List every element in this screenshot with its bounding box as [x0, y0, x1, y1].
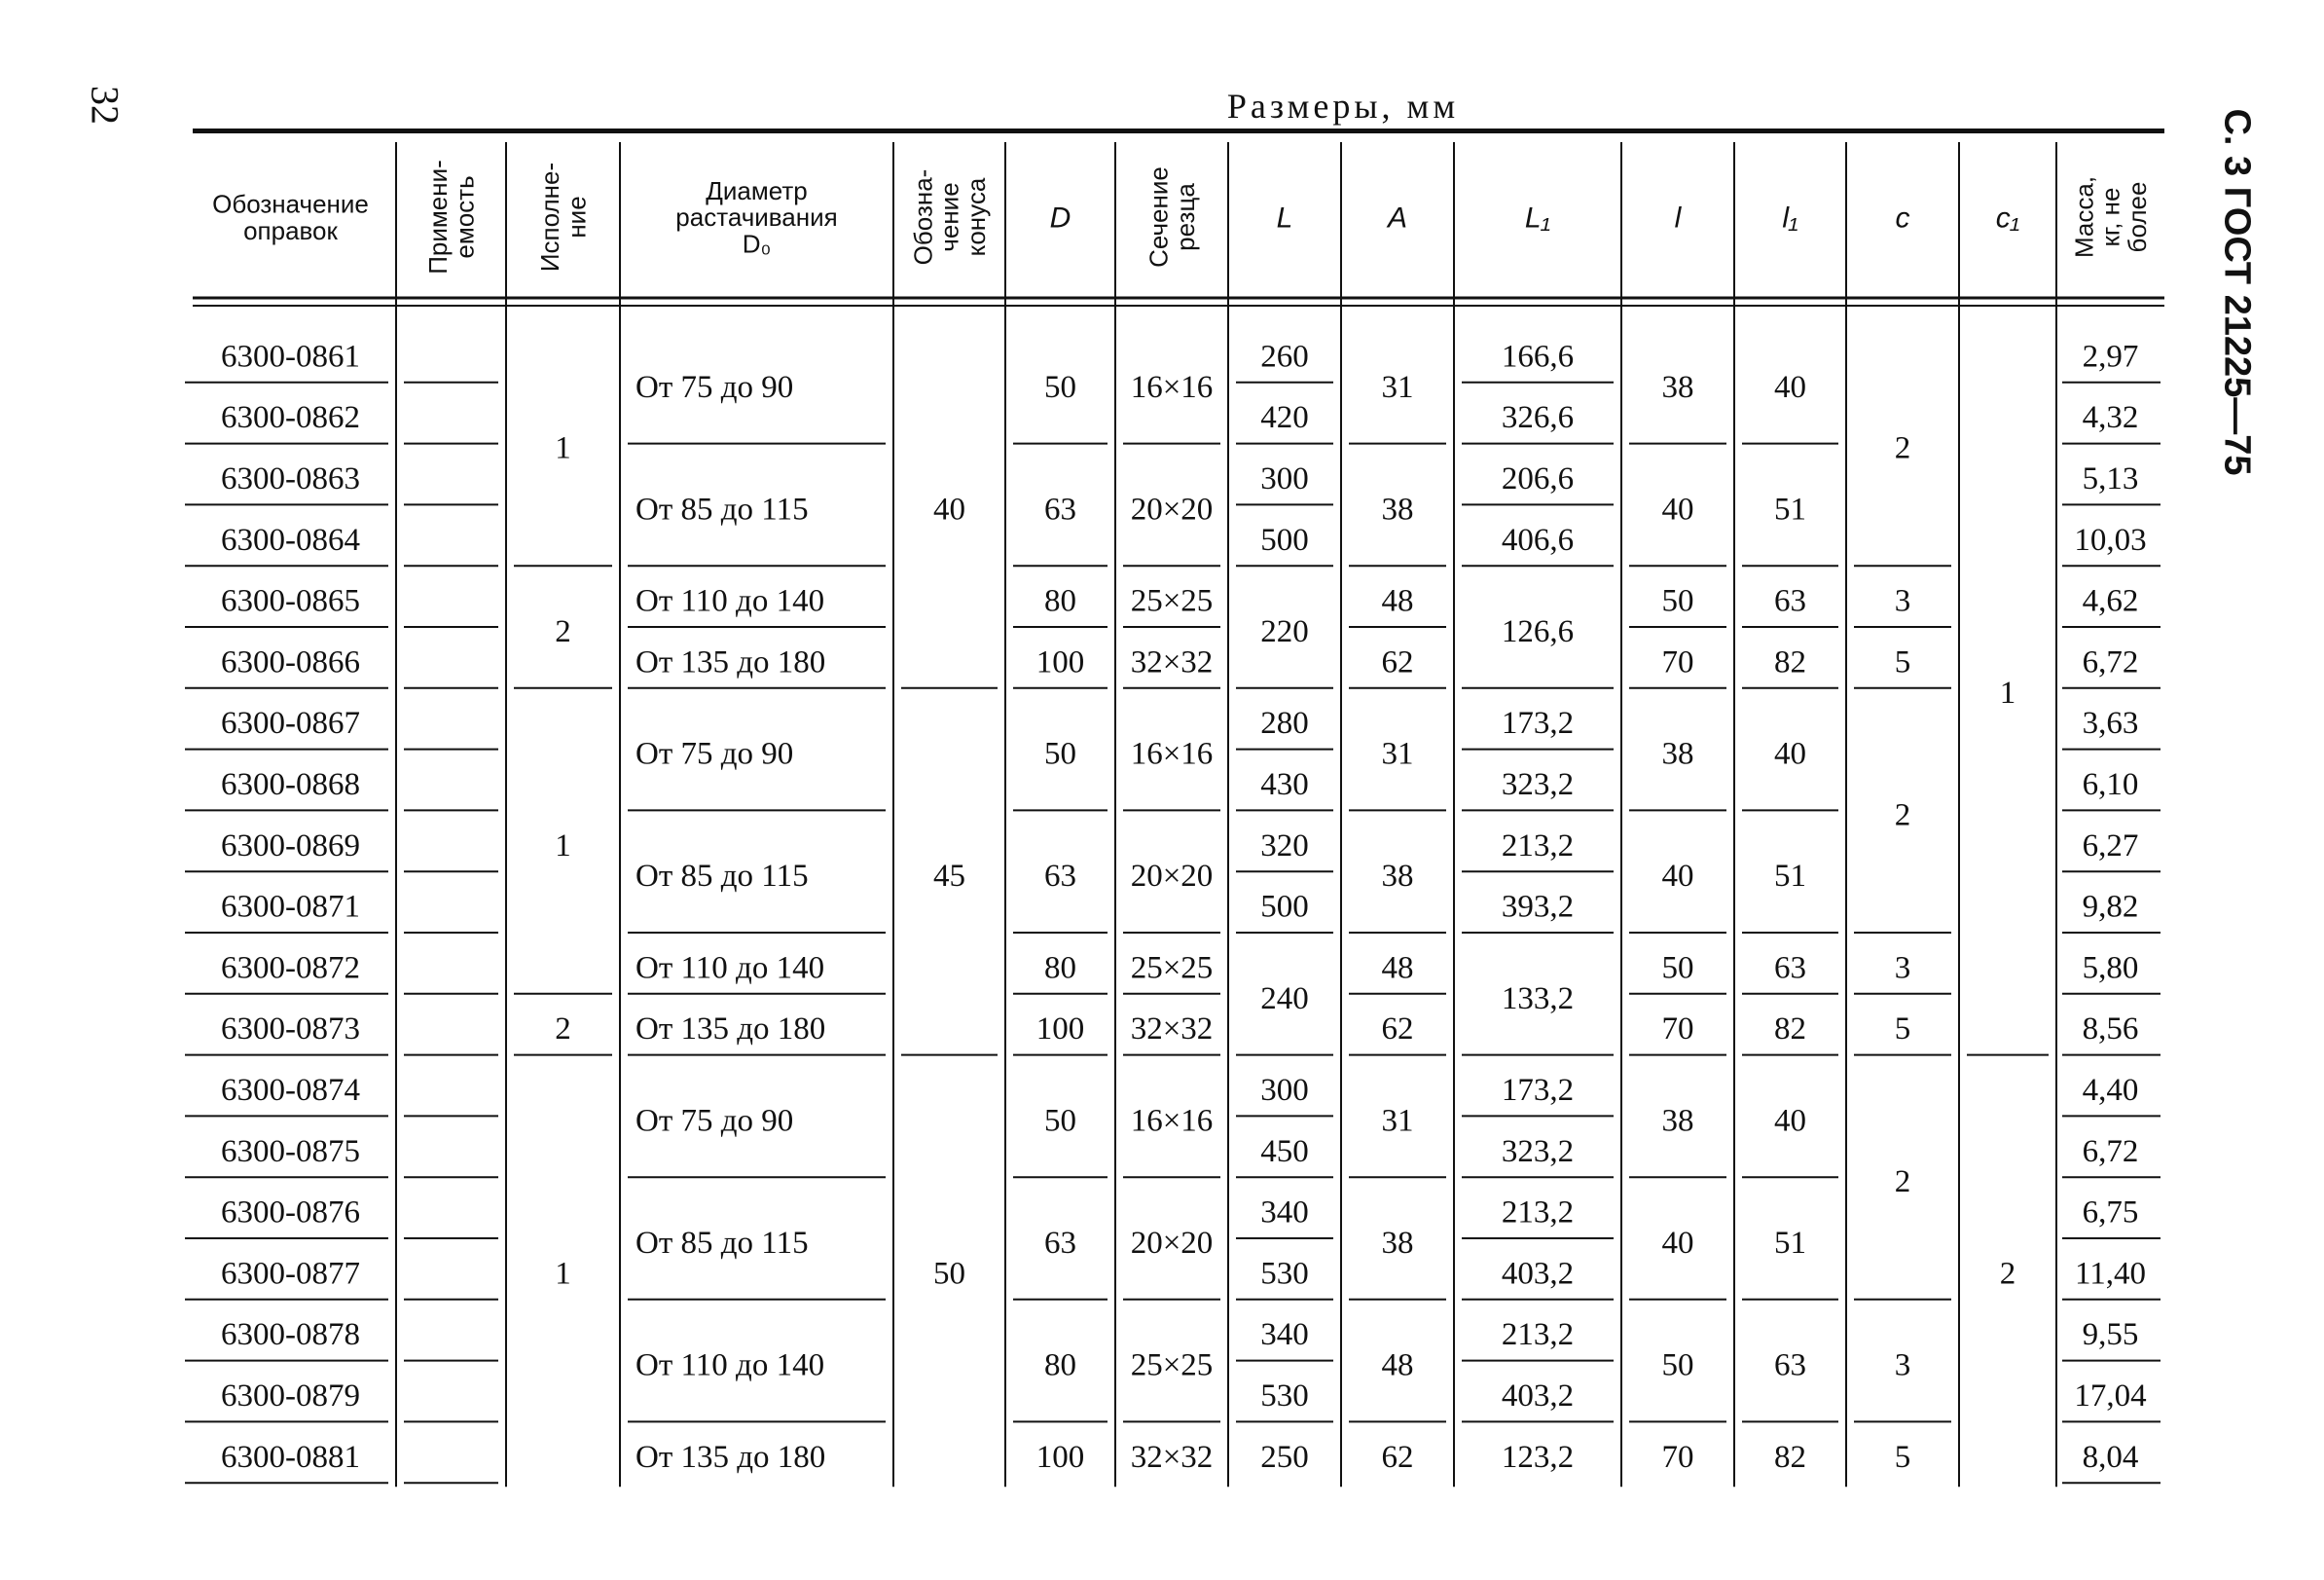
header-l1	[1782, 202, 1797, 235]
cell-L1: 173,2	[1501, 1073, 1575, 1108]
cell-designation: 6300-0875	[221, 1133, 360, 1169]
cell-designation: 6300-0866	[221, 644, 360, 680]
cell-c: 3	[1894, 950, 1911, 986]
cell-L: 420	[1260, 400, 1309, 436]
cell-L1: 323,2	[1501, 1133, 1575, 1169]
cell-L1: 213,2	[1501, 1194, 1575, 1231]
cell-bore-diameter: От 75 до 90	[635, 369, 794, 405]
header-taper	[908, 169, 991, 266]
cell-mass: 10,03	[2074, 522, 2147, 558]
cell-l1: 51	[1774, 859, 1806, 895]
svg-text:D₀: D₀	[742, 229, 772, 259]
cell-L1: 403,2	[1501, 1256, 1575, 1292]
cell-designation: 6300-0869	[221, 827, 360, 863]
header-mass	[2069, 176, 2152, 258]
cell-mass: 6,10	[2082, 767, 2139, 802]
cell-l1: 51	[1774, 492, 1806, 528]
cell-l: 50	[1661, 583, 1694, 619]
header-c1	[1996, 202, 2019, 235]
cell-l1: 63	[1774, 950, 1806, 986]
cell-L: 500	[1260, 522, 1309, 558]
cell-l: 40	[1661, 492, 1694, 528]
cell-bore-diameter: От 75 до 90	[635, 736, 794, 772]
cell-A: 48	[1381, 950, 1414, 986]
cell-designation: 6300-0868	[221, 767, 360, 802]
cell-L1: 166,6	[1501, 339, 1575, 375]
cell-bore-diameter: От 75 до 90	[635, 1103, 794, 1139]
cell-designation: 6300-0865	[221, 583, 360, 619]
cell-mass: 4,62	[2082, 583, 2139, 619]
cell-c: 3	[1894, 1347, 1911, 1383]
cell-cutter-section: 32×32	[1130, 1011, 1214, 1047]
cell-c: 3	[1894, 583, 1911, 619]
header-designation	[212, 189, 369, 244]
cell-L: 500	[1260, 889, 1309, 925]
cell-D: 50	[1044, 1103, 1076, 1139]
cell-mass: 9,55	[2082, 1317, 2139, 1353]
cell-taper: 45	[933, 859, 965, 895]
svg-text:Исполне-: Исполне-	[534, 162, 564, 273]
cell-bore-diameter: От 85 до 115	[635, 1226, 809, 1261]
svg-text:L₁: L₁	[1524, 202, 1551, 235]
cell-D: 50	[1044, 369, 1076, 405]
cell-mass: 6,27	[2082, 827, 2139, 863]
cell-L1: 126,6	[1501, 614, 1575, 649]
header-l	[1675, 202, 1683, 235]
cell-bore-diameter: От 85 до 115	[635, 492, 809, 528]
header-D	[1050, 202, 1071, 235]
cell-version: 2	[555, 614, 571, 649]
cell-L: 530	[1260, 1378, 1309, 1414]
cell-designation: 6300-0863	[221, 461, 360, 496]
cell-cutter-section: 20×20	[1130, 859, 1214, 895]
cell-c: 5	[1894, 1439, 1911, 1475]
svg-text:кг, не: кг, не	[2095, 187, 2125, 247]
cell-l: 40	[1661, 859, 1694, 895]
cell-A: 31	[1381, 736, 1414, 772]
cell-L1: 206,6	[1501, 461, 1575, 496]
cell-L: 250	[1260, 1439, 1309, 1475]
cell-designation: 6300-0879	[221, 1378, 360, 1414]
running-header: С. 3 ГОСТ 21225—75	[2216, 108, 2258, 476]
cell-designation: 6300-0871	[221, 889, 360, 925]
cell-designation: 6300-0867	[221, 706, 360, 742]
cell-mass: 2,97	[2082, 339, 2139, 375]
cell-L: 450	[1260, 1133, 1309, 1169]
cell-L1: 326,6	[1501, 400, 1575, 436]
cell-cutter-section: 32×32	[1130, 644, 1214, 680]
cell-mass: 5,80	[2082, 950, 2139, 986]
cell-D: 80	[1044, 950, 1076, 986]
cell-L: 280	[1260, 706, 1309, 742]
cell-cutter-section: 25×25	[1130, 583, 1214, 619]
cell-L: 220	[1260, 614, 1309, 649]
cell-cutter-section: 25×25	[1130, 1347, 1214, 1383]
cell-taper: 40	[933, 492, 965, 528]
svg-text:c: c	[1895, 202, 1910, 235]
cell-cutter-section: 16×16	[1130, 1103, 1214, 1139]
cell-l1: 40	[1774, 1103, 1806, 1139]
svg-text:резца: резца	[1170, 183, 1200, 251]
cell-c: 2	[1894, 797, 1911, 833]
svg-text:Диаметр: Диаметр	[706, 175, 808, 205]
cell-bore-diameter: От 135 до 180	[635, 1439, 826, 1475]
cell-designation: 6300-0877	[221, 1256, 360, 1292]
cell-L: 240	[1260, 980, 1309, 1016]
svg-text:конуса: конуса	[961, 177, 991, 257]
cell-D: 80	[1044, 583, 1076, 619]
header-version	[535, 163, 591, 272]
cell-A: 48	[1381, 1347, 1414, 1383]
cell-L1: 123,2	[1501, 1439, 1575, 1475]
svg-text:c₁: c₁	[1995, 202, 2020, 235]
cell-l: 70	[1661, 1439, 1694, 1475]
cell-l1: 40	[1774, 736, 1806, 772]
page-number: 32	[83, 86, 127, 125]
cell-A: 62	[1381, 1011, 1414, 1047]
cell-L: 530	[1260, 1256, 1309, 1292]
cell-mass: 6,75	[2082, 1194, 2139, 1231]
cell-l1: 82	[1774, 644, 1806, 680]
svg-text:Обозначение: Обозначение	[212, 189, 369, 219]
svg-text:растачивания: растачивания	[675, 202, 838, 233]
cell-designation: 6300-0861	[221, 339, 360, 375]
cell-designation: 6300-0881	[221, 1439, 360, 1475]
cell-mass: 5,13	[2082, 461, 2139, 496]
cell-L: 260	[1260, 339, 1309, 375]
cell-L: 320	[1260, 827, 1309, 863]
cell-L1: 406,6	[1501, 522, 1575, 558]
header-A	[1386, 202, 1407, 235]
cell-L: 340	[1260, 1194, 1309, 1231]
cell-bore-diameter: От 110 до 140	[635, 950, 825, 986]
units-caption: Размеры, мм	[1226, 87, 1460, 126]
cell-D: 63	[1044, 859, 1076, 895]
cell-bore-diameter: От 85 до 115	[635, 859, 809, 895]
cell-designation: 6300-0862	[221, 400, 360, 436]
svg-text:Масса,: Масса,	[2069, 175, 2099, 259]
cell-designation: 6300-0874	[221, 1073, 360, 1108]
cell-bore-diameter: От 110 до 140	[635, 1347, 825, 1383]
cell-l: 38	[1661, 1103, 1694, 1139]
cell-L1: 323,2	[1501, 767, 1575, 802]
cell-mass: 17,04	[2074, 1378, 2147, 1414]
svg-text:более: более	[2122, 181, 2152, 253]
cell-mass: 9,82	[2082, 889, 2139, 925]
cell-bore-diameter: От 135 до 180	[635, 1011, 826, 1047]
svg-text:емость: емость	[450, 175, 480, 259]
header-c	[1896, 202, 1910, 235]
cell-mass: 8,04	[2082, 1439, 2139, 1475]
cell-A: 31	[1381, 1103, 1414, 1139]
cell-D: 63	[1044, 492, 1076, 528]
cell-A: 62	[1381, 644, 1414, 680]
cell-L1: 393,2	[1501, 889, 1575, 925]
svg-text:L: L	[1276, 202, 1293, 235]
cell-L1: 213,2	[1501, 1317, 1575, 1353]
cell-c1: 1	[1999, 675, 2016, 711]
cell-l: 50	[1661, 950, 1694, 986]
cell-version: 1	[555, 827, 571, 863]
cell-designation: 6300-0873	[221, 1011, 360, 1047]
cell-l1: 63	[1774, 1347, 1806, 1383]
cell-version: 1	[555, 1256, 571, 1292]
svg-text:Примени-: Примени-	[422, 160, 453, 275]
cell-l: 50	[1661, 1347, 1694, 1383]
cell-cutter-section: 16×16	[1130, 736, 1214, 772]
cell-A: 38	[1381, 492, 1414, 528]
cell-bore-diameter: От 135 до 180	[635, 644, 826, 680]
cell-D: 80	[1044, 1347, 1076, 1383]
cell-taper: 50	[933, 1256, 965, 1292]
cell-L: 300	[1260, 1073, 1309, 1108]
header-bore-diameter	[675, 176, 837, 259]
cell-mass: 6,72	[2082, 644, 2139, 680]
cell-designation: 6300-0864	[221, 522, 360, 558]
cell-D: 100	[1035, 1439, 1085, 1475]
cell-L1: 133,2	[1501, 980, 1575, 1016]
svg-text:D: D	[1049, 202, 1071, 235]
cell-mass: 8,56	[2082, 1011, 2139, 1047]
cell-l: 70	[1661, 644, 1694, 680]
cell-c1: 2	[1999, 1256, 2016, 1292]
cell-c: 5	[1894, 1011, 1911, 1047]
cell-c: 5	[1894, 644, 1911, 680]
svg-text:Сечение: Сечение	[1144, 166, 1174, 268]
cell-L: 430	[1260, 767, 1309, 802]
cell-mass: 6,72	[2082, 1133, 2139, 1169]
cell-c: 2	[1894, 430, 1911, 466]
cell-A: 62	[1381, 1439, 1414, 1475]
svg-text:чение: чение	[934, 182, 964, 252]
cell-version: 1	[555, 430, 571, 466]
cell-c: 2	[1894, 1164, 1911, 1200]
cell-L: 300	[1260, 461, 1309, 496]
cell-designation: 6300-0872	[221, 950, 360, 986]
cell-L: 340	[1260, 1317, 1309, 1353]
cell-l: 38	[1661, 736, 1694, 772]
cell-D: 100	[1035, 644, 1085, 680]
cell-cutter-section: 20×20	[1130, 492, 1214, 528]
cell-cutter-section: 25×25	[1130, 950, 1214, 986]
cell-cutter-section: 20×20	[1130, 1226, 1214, 1261]
cell-l: 38	[1661, 369, 1694, 405]
cell-D: 63	[1044, 1226, 1076, 1261]
cell-l: 70	[1661, 1011, 1694, 1047]
cell-mass: 4,40	[2082, 1073, 2139, 1108]
cell-mass: 11,40	[2074, 1256, 2147, 1292]
cell-D: 50	[1044, 736, 1076, 772]
header-applicability	[423, 160, 479, 275]
cell-A: 48	[1381, 583, 1414, 619]
svg-text:ние: ние	[562, 196, 592, 239]
cell-D: 100	[1035, 1011, 1085, 1047]
cell-l1: 40	[1774, 369, 1806, 405]
cell-cutter-section: 32×32	[1130, 1439, 1214, 1475]
svg-text:оправок: оправок	[243, 215, 338, 245]
header-cutter-section	[1144, 166, 1199, 268]
cell-L1: 403,2	[1501, 1378, 1575, 1414]
svg-text:A: A	[1387, 202, 1408, 235]
header-L1	[1525, 202, 1550, 235]
cell-mass: 4,32	[2082, 400, 2139, 436]
cell-designation: 6300-0878	[221, 1317, 360, 1353]
svg-text:l₁: l₁	[1782, 202, 1798, 235]
cell-bore-diameter: От 110 до 140	[635, 583, 825, 619]
cell-A: 31	[1381, 369, 1414, 405]
header-L	[1277, 202, 1293, 235]
cell-L1: 213,2	[1501, 827, 1575, 863]
cell-l1: 51	[1774, 1226, 1806, 1261]
cell-cutter-section: 16×16	[1130, 369, 1214, 405]
cell-L1: 173,2	[1501, 706, 1575, 742]
cell-l1: 82	[1774, 1439, 1806, 1475]
cell-designation: 6300-0876	[221, 1194, 360, 1231]
svg-text:l: l	[1674, 202, 1682, 235]
cell-version: 2	[555, 1011, 571, 1047]
svg-text:Обозна-: Обозна-	[908, 168, 938, 266]
cell-mass: 3,63	[2082, 706, 2139, 742]
cell-l1: 82	[1774, 1011, 1806, 1047]
cell-l1: 63	[1774, 583, 1806, 619]
cell-l: 40	[1661, 1226, 1694, 1261]
cell-A: 38	[1381, 859, 1414, 895]
cell-A: 38	[1381, 1226, 1414, 1261]
